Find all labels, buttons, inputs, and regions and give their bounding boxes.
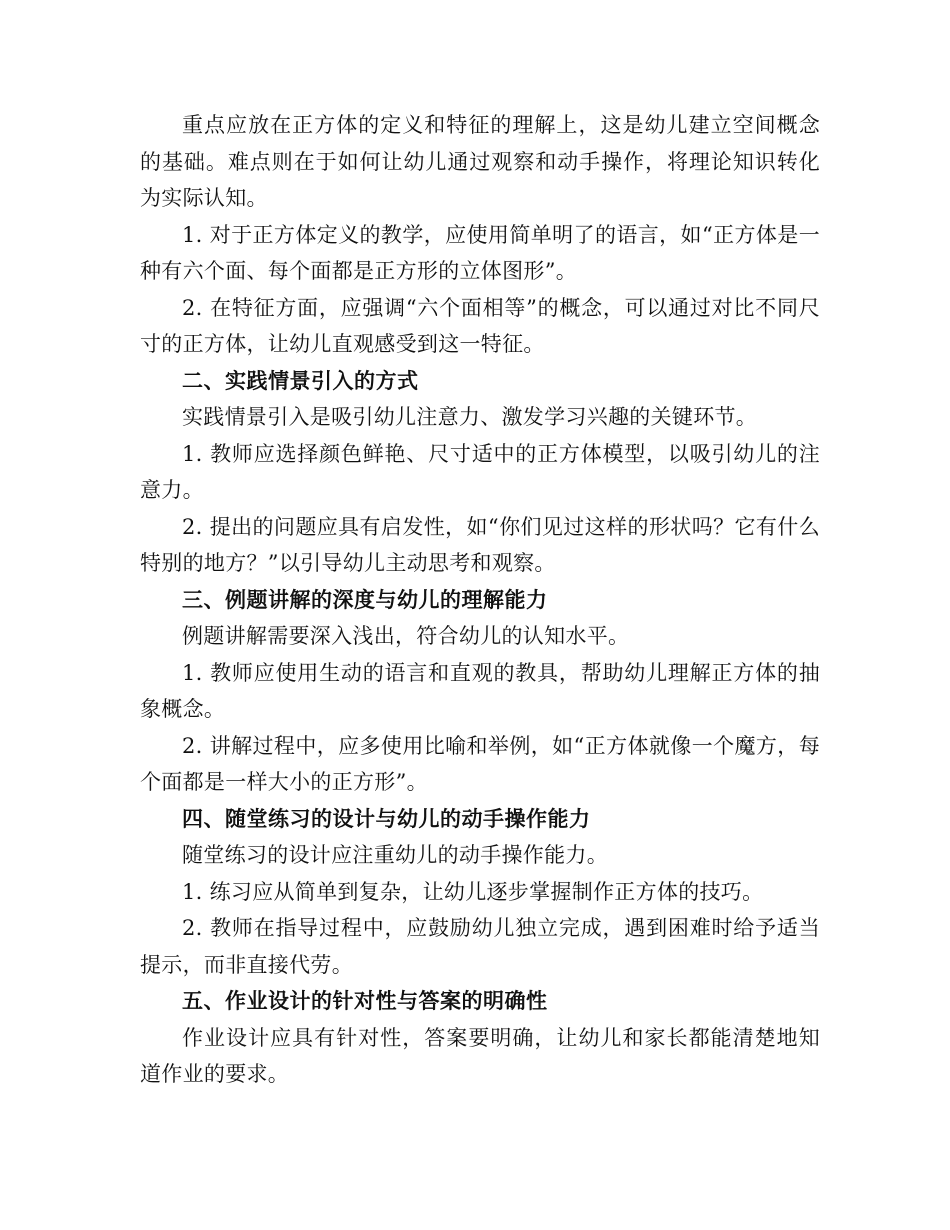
paragraph-independence: 2. 教师在指导过程中，应鼓励幼儿独立完成，遇到困难时给予适当提示，而非直接代劳。 (140, 916, 820, 977)
paragraph-key-points: 重点应放在正方体的定义和特征的理解上，这是幼儿建立空间概念的基础。难点则在于如何让幼儿通过观察和动手操作，将理论知识转化为实际认知。 (140, 113, 820, 210)
paragraph-practice-intro: 随堂练习的设计应注重幼儿的动手操作能力。 (182, 843, 608, 867)
paragraph-metaphor: 2. 讲解过程中，应多使用比喻和举例，如“正方体就像一个魔方，每个面都是一样大小的正方形”。 (140, 733, 820, 794)
paragraph-simple-to-complex: 1. 练习应从简单到复杂，让幼儿逐步掌握制作正方体的技巧。 (182, 879, 764, 904)
paragraph-feature-emphasis: 2. 在特征方面，应强调“六个面相等”的概念，可以通过对比不同尺寸的正方体，让幼儿直观感受到这一特征。 (140, 295, 820, 356)
section-heading-5: 五、作业设计的针对性与答案的明确性 (182, 989, 548, 1013)
section-heading-2: 二、实践情景引入的方式 (182, 368, 419, 393)
paragraph-example-intro: 例题讲解需要深入浅出，符合幼儿的认知水平。 (182, 624, 630, 648)
paragraph-scenario-intro: 实践情景引入是吸引幼儿注意力、激发学习兴趣的关键环节。 (182, 405, 758, 429)
paragraph-homework: 作业设计应具有针对性，答案要明确，让幼儿和家长都能清楚地知道作业的要求。 (140, 1025, 820, 1086)
paragraph-teaching-aids: 1. 教师应使用生动的语言和直观的教具，帮助幼儿理解正方体的抽象概念。 (140, 660, 820, 721)
paragraph-model-selection: 1. 教师应选择颜色鲜艳、尺寸适中的正方体模型，以吸引幼儿的注意力。 (140, 441, 820, 502)
paragraph-questions: 2. 提出的问题应具有启发性，如“你们见过这样的形状吗？它有什么特别的地方？”以引导幼儿主动思考和观察。 (140, 514, 820, 575)
paragraph-definition-teaching: 1. 对于正方体定义的教学，应使用简单明了的语言，如“正方体是一种有六个面、每个面都是正方形的立体图形”。 (140, 222, 820, 283)
section-heading-3: 三、例题讲解的深度与幼儿的理解能力 (182, 587, 548, 612)
document-body (140, 107, 820, 1093)
section-heading-4: 四、随堂练习的设计与幼儿的动手操作能力 (182, 806, 591, 831)
